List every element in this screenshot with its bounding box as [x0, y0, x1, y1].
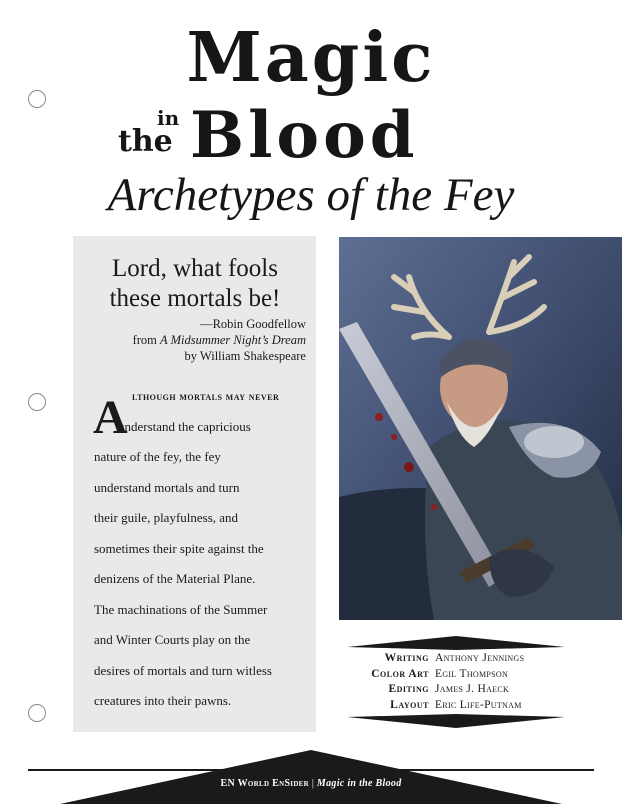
credit-name: Egil Thompson	[435, 667, 509, 680]
subtitle: Archetypes of the Fey	[107, 169, 515, 221]
intro-line: sometimes their spite against the	[94, 541, 264, 556]
quote-line-2: these mortals be!	[109, 285, 281, 312]
credit-row	[347, 651, 565, 667]
credit-row	[347, 667, 565, 683]
credit-role: Editing	[388, 683, 429, 695]
intro-line: nature of the fey, the fey	[94, 449, 221, 464]
punch-hole-middle	[28, 393, 46, 411]
credits-block	[347, 651, 565, 713]
intro-line: and Winter Courts play on the	[94, 632, 251, 647]
credit-role: Layout	[390, 698, 429, 711]
footer-caption	[0, 778, 622, 789]
title-blood: Blood	[190, 98, 419, 173]
credit-role: Color Art	[371, 667, 429, 680]
intro-line: desires of mortals and turn witless	[94, 663, 272, 678]
credit-name: James J. Haeck	[435, 683, 510, 695]
footer-separator: |	[309, 778, 317, 789]
title-magic: Magic	[186, 18, 436, 98]
attribution-author: by William Shakespeare	[184, 349, 306, 363]
intro-line: The machinations of the Summer	[94, 602, 268, 617]
footer-band	[0, 750, 622, 804]
attribution-source	[133, 332, 306, 348]
credits-top-ornament	[347, 636, 565, 650]
epigraph-attribution	[133, 316, 306, 364]
credit-role: Writing	[384, 652, 429, 664]
title-block	[0, 0, 622, 232]
footer-issue: Magic in the Blood	[316, 778, 402, 789]
intro-line: understand mortals and turn	[94, 480, 240, 495]
attribution-speaker: —Robin Goodfellow	[200, 317, 306, 331]
intro-line: denizens of the Material Plane.	[94, 571, 256, 586]
credits-bottom-ornament	[347, 714, 565, 728]
quote-line-1: Lord, what fools	[112, 255, 278, 282]
intro-line: understand the capricious	[118, 419, 251, 434]
intro-line: creatures into their pawns.	[94, 693, 232, 708]
attribution-from: from	[132, 333, 161, 347]
footer-brand: EN World EnSider	[220, 778, 310, 789]
credit-row	[347, 682, 565, 698]
intro-line: their guile, playfulness, and	[94, 510, 239, 525]
title-in: in	[157, 106, 180, 130]
fey-knight-illustration	[339, 237, 622, 620]
attribution-work: A Midsummer Night’s Dream	[160, 333, 306, 347]
epigraph-quote	[89, 254, 301, 314]
credit-name: Anthony Jennings	[435, 652, 525, 664]
credit-name: Eric Life-Putnam	[435, 698, 522, 711]
intro-sidebar	[73, 236, 316, 732]
punch-hole-bottom	[28, 704, 46, 722]
drop-cap: A	[93, 391, 128, 444]
credit-row	[347, 698, 565, 714]
title-the: the	[118, 124, 173, 159]
intro-lead-in: lthough mortals may never	[132, 391, 280, 403]
